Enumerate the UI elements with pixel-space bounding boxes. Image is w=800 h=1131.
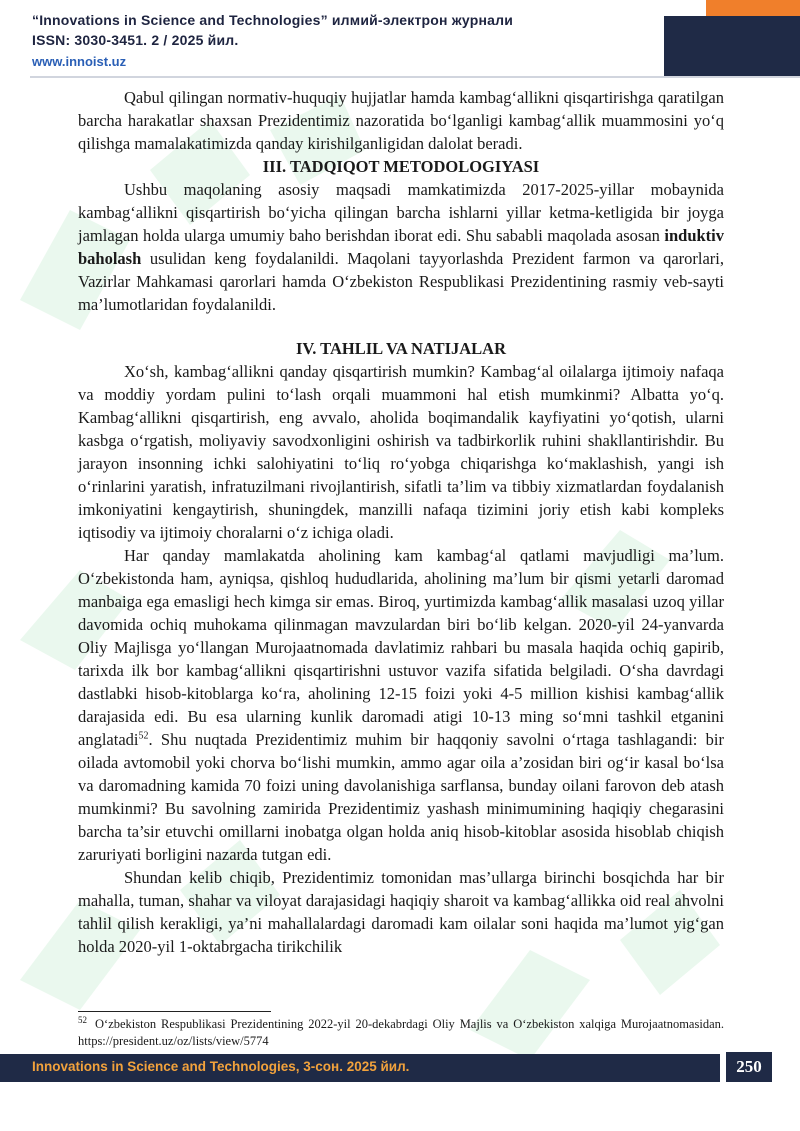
- journal-issn: ISSN: 3030-3451. 2 / 2025 йил.: [32, 32, 239, 48]
- section-gap: [78, 316, 724, 337]
- methodology-bold-term: induktiv baholash: [78, 226, 725, 268]
- paragraph-results-1: Xo‘sh, kambag‘allikni qanday qisqartirish mumkin? Kambag‘al oilalarga ijtimoiy nafaqa va moddiy yordam pulini to‘lash orqali muammoni hal etish mumkinmi? Albatta yo‘q. Kambag‘allikni qisqartirish, eng avvalo, aholida boqimandalik kayfiyatini yo‘qotish, ularni kasbga o‘rgatish, moliyaviy savodxonligini oshirish va tadbirkorlik ruhini shakllantirishdir. Bu jarayon insonning ichki salohiyatini to‘liq ro‘yobga chiqarishga ko‘maklashish, yangi ish o‘rinlarini yaratish, infratuzilmani rivojlantirish, sifatli ta’lim va tibbiy xizmatlardan foydalanish imkoniyatini kengaytirish, shuningdek, manzilli nafaqa tizimini joriy etish kabi kompleks iqtisodiy va ijtimoiy choralarni o‘z ichiga oladi.: [78, 362, 724, 542]
- results-2-text-end: . Shu nuqtada Prezidentimiz muhim bir haqqoniy savolni o‘rtaga tashlagandi: bir oilada avtomobil yoki chorva bo‘lishi mumkin, ammo agar oila a’zosidan biri og‘ir kasal bo‘lsa va daromadning kamida 70 foizi uning davolanishiga sarflansa, bunday oilani farovon deb atash mumkinmi? Bu savolning zamirida Prezidentimiz yashash minimumining haqiqiy chegarasini barcha ta’sir etuvchi omillarni inobatga olgan holda aniq hisob-kitoblar asosida hisoblab chiqish zaruriyati borligini nazarda tutgan edi.: [78, 730, 724, 864]
- footnote-divider: [78, 1011, 271, 1012]
- methodology-text-end: usulidan keng foydalanildi. Maqolani tayyorlashda Prezident farmon va qarorlari, Vazirlar Mahkamasi qarorlari hamda O‘zbekiston Respublikasi Prezidentining rasmiy veb-sayti ma’lumotlaridan foydalanildi.: [78, 249, 724, 314]
- results-2-text-start: Har qanday mamlakatda aholining kam kambag‘al qatlami mavjudligi ma’lum. O‘zbekistonda ham, ayniqsa, qishloq hududlarida, aholining ma’lum bir qismi yetarli daromad manbaiga ega emasligi hech kimga sir emas. Biroq, yurtimizda kambag‘allik masalasi uzoq yillar davomida ochiq muhokama qilinmagan mavzulardan biri bo‘lib kelgan. 2020-yil 24-yanvarda Oliy Majlisga yo‘llangan Murojaatnomada davlatimiz rahbari bu masala haqida ochiq gapirib, tarixda ilk bor kambag‘allikni qisqartirishni ustuvor vazifa sifatida belgiladi. O‘sha davrdagi dastlabki hisob-kitoblarga ko‘ra, aholining 12-15 foizi yoki 4-5 million kishisi kambag‘allik darajasida edi. Bu esa ularning kunlik daromadi atigi 10-13 ming so‘mni tashkil etganini anglatadi: [78, 546, 724, 749]
- paragraph-intro: Qabul qilingan normativ-huquqiy hujjatlar hamda kambag‘allikni qisqartirishga qaratilgan barcha harakatlar shaxsan Prezidentimiz nazoratida bo‘lganligi kambag‘allik muammosini yo‘q qilishga mamalakatimizda qanday kirishilganligidan dalolat beradi.: [78, 88, 724, 153]
- footnote: [78, 1016, 724, 1050]
- methodology-text-start: Ushbu maqolaning asosiy maqsadi mamkatimizda 2017-2025-yillar mobaynida kambag‘allikni qisqartirish bo‘yicha qilingan barcha ishlarni yillar ketma-ketligida bir joyga jamlagan holda ularga umumiy baho berishdan iborat edi. Shu sababli maqolada asosan: [78, 180, 724, 245]
- footer-journal-text: Innovations in Science and Technologies, 3-сон. 2025 йил.: [32, 1059, 410, 1074]
- article-body: [78, 86, 724, 958]
- journal-title: “Innovations in Science and Technologies” илмий-электрон журнали: [32, 12, 513, 28]
- header-divider: [30, 76, 800, 78]
- journal-url-link[interactable]: www.innoist.uz: [32, 54, 127, 69]
- section-heading-methodology: III. TADQIQOT METODOLOGIYASI: [262, 157, 540, 176]
- paragraph-results-3: Shundan kelib chiqib, Prezidentimiz tomonidan mas’ullarga birinchi bosqichda har bir mahalla, tuman, shahar va viloyat darajasidagi haqiqiy sharoit va kambag‘allikka oid real ahvolni tahlil qilish kerakligi, ya’ni mahallalardagi daromadi kam oilalar soni haqida ma’lumot yig‘gan holda 2020-yil 1-oktabrgacha tirikchilik: [78, 868, 724, 956]
- paragraph-methodology: [78, 178, 724, 316]
- footnote-number: 52: [78, 1014, 87, 1025]
- footnote-reference[interactable]: 52: [138, 730, 149, 742]
- header-corner-navy: [664, 16, 800, 78]
- section-heading-results: IV. TAHLIL VA NATIJALAR: [296, 339, 506, 358]
- footnote-text: O‘zbekiston Respublikasi Prezidentining 2022-yil 20-dekabrdagi Oliy Majlis va O‘zbekiston xalqiga Murojaatnomasidan. https://president.uz/oz/lists/view/5774: [78, 1017, 724, 1048]
- page-number: 250: [723, 1052, 772, 1082]
- paragraph-results-2: [78, 544, 724, 866]
- journal-header: [32, 10, 632, 72]
